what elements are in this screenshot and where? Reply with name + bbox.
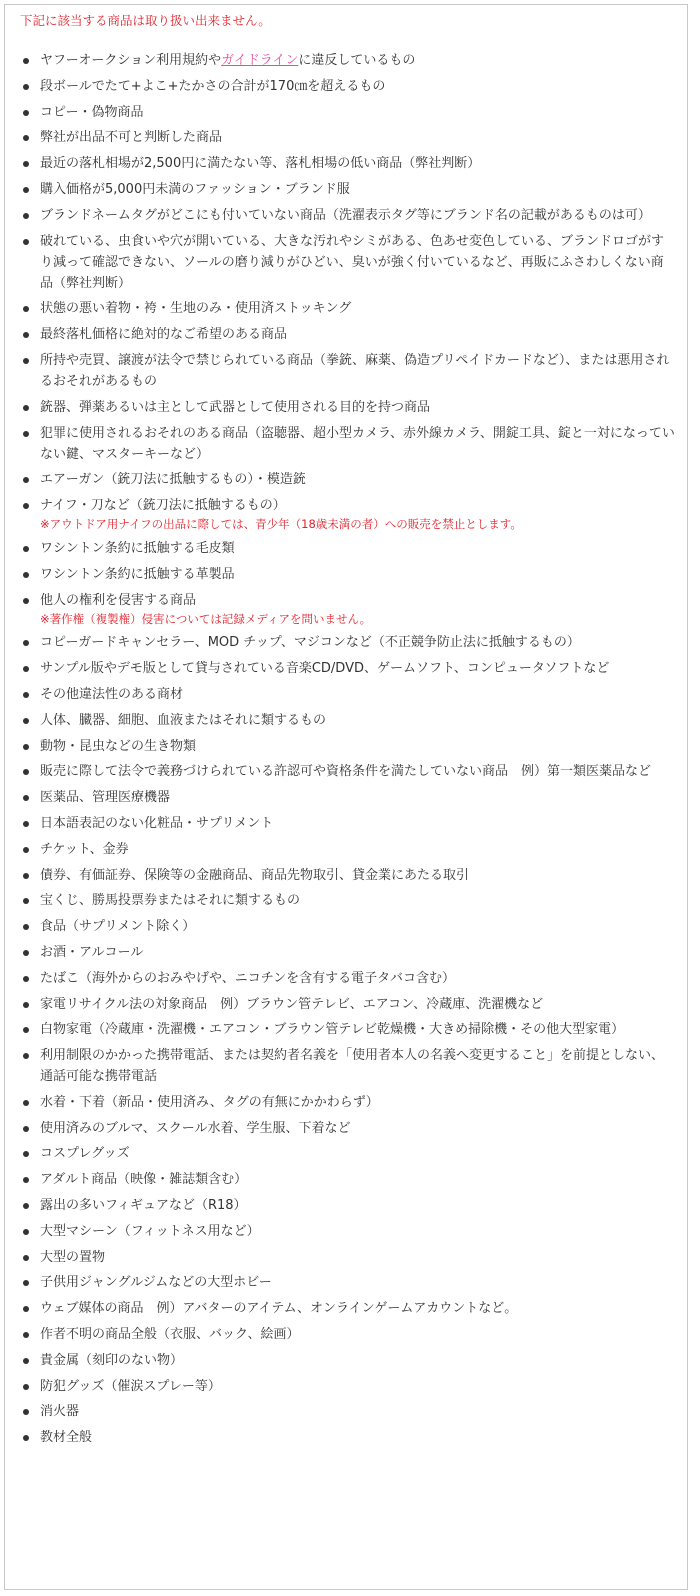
- list-item: [20, 968, 675, 989]
- bullet-icon: [23, 1100, 29, 1106]
- list-item-text: 購入価格が5,000円未満のファッション・ブランド服: [40, 181, 350, 197]
- list-item-text: 大型の置物: [40, 1249, 106, 1265]
- bullet-icon: [23, 306, 29, 312]
- list-item-text: アダルト商品（映像・雑誌類含む）: [40, 1172, 248, 1188]
- list-item: [20, 994, 675, 1015]
- list-item-text: 露出の多いフィギュアなど（R18）: [40, 1198, 247, 1214]
- bullet-icon: [23, 847, 29, 853]
- list-item-text: 状態の悪い着物・袴・生地のみ・使用済ストッキング: [40, 301, 352, 317]
- list-item-text: ワシントン条約に抵触する革製品: [40, 566, 235, 582]
- bullet-icon: [23, 161, 29, 167]
- bullet-icon: [23, 744, 29, 750]
- list-item: [20, 1272, 675, 1293]
- guideline-link[interactable]: ガイドライン: [221, 53, 299, 68]
- list-item: [20, 710, 675, 731]
- list-item: [20, 1350, 675, 1371]
- list-item: [20, 423, 675, 465]
- list-item: [20, 890, 675, 911]
- list-item: [20, 564, 675, 585]
- list-item-text: 日本語表記のない化粧品・サプリメント: [40, 815, 274, 831]
- list-item-text: ウェブ媒体の商品 例）アバターのアイテム、オンラインゲームアカウントなど。: [40, 1301, 518, 1317]
- list-item: [20, 761, 675, 782]
- list-item-text: 消火器: [40, 1404, 80, 1420]
- bullet-icon: [23, 503, 29, 509]
- list-item-text: 使用済みのブルマ、スクール水着、学生服、下着など: [40, 1120, 351, 1136]
- list-item-text: たばこ（海外からのおみやげや、ニコチンを含有する電子タバコ含む）: [40, 970, 455, 986]
- list-item: [20, 658, 675, 679]
- list-item: [20, 179, 675, 200]
- list-item: [20, 324, 675, 345]
- bullet-icon: [23, 976, 29, 982]
- list-item: [20, 298, 675, 319]
- bullet-icon: [23, 1332, 29, 1338]
- bullet-icon: [23, 598, 29, 604]
- list-item: [20, 397, 675, 418]
- bullet-icon: [23, 1229, 29, 1235]
- list-item: [20, 495, 675, 533]
- bullet-icon: [23, 358, 29, 364]
- bullet-icon: [23, 1306, 29, 1312]
- bullet-icon: [23, 1053, 29, 1059]
- bullet-icon: [23, 405, 29, 411]
- list-item-text: ブランドネームタグがどこにも付いていない商品（洗濯表示タグ等にブランド名の記載があるものは可）: [40, 207, 651, 223]
- bullet-icon: [23, 477, 29, 483]
- bullet-icon: [23, 84, 29, 90]
- bullet-icon: [23, 546, 29, 552]
- list-item-note: ※アウトドア用ナイフの出品に際しては、青少年（18歳未満の者）への販売を禁止とします。: [40, 517, 522, 532]
- list-item-text: 動物・昆虫などの生き物類: [40, 738, 197, 754]
- list-item-text: ヤフーオークション利用規約や: [40, 53, 222, 68]
- list-item: [20, 76, 675, 97]
- list-item: [20, 1401, 675, 1422]
- list-item: [20, 839, 675, 860]
- bullet-icon: [23, 1409, 29, 1415]
- list-item-note: ※著作権（複製権）侵害については記録メディアを問いません。: [40, 611, 372, 626]
- list-item: [20, 736, 675, 757]
- list-item: [20, 205, 675, 226]
- list-item: [20, 50, 675, 71]
- list-item-text: サンプル版やデモ版として貸与されている音楽CD/DVD、ゲームソフト、コンピュータソフトなど: [40, 661, 610, 677]
- list-item-text: 子供用ジャングルジムなどの大型ホビー: [40, 1275, 272, 1291]
- list-item-text: ナイフ・刀など（銃刀法に抵触するもの）: [40, 498, 286, 514]
- list-item: [20, 1247, 675, 1268]
- list-item: [20, 1376, 675, 1397]
- list-item: [20, 538, 675, 559]
- list-item: [20, 1118, 675, 1139]
- bullet-icon: [23, 187, 29, 193]
- list-item-text: 債券、有価証券、保険等の金融商品、商品先物取引、貸金業にあたる取引: [40, 867, 470, 883]
- list-item: [20, 1427, 675, 1448]
- bullet-icon: [23, 873, 29, 879]
- bullet-icon: [23, 239, 29, 245]
- bullet-icon: [23, 1435, 29, 1441]
- list-item-text: お酒・アルコール: [40, 944, 144, 960]
- list-item: [20, 942, 675, 963]
- list-item-text: 白物家電（冷蔵庫・洗濯機・エアコン・ブラウン管テレビ乾燥機・大きめ掃除機・その他大型家電）: [40, 1022, 625, 1038]
- bullet-icon: [23, 924, 29, 930]
- bullet-icon: [23, 1002, 29, 1008]
- bullet-icon: [23, 950, 29, 956]
- list-item: [20, 684, 675, 705]
- list-item-text-after: に違反しているもの: [298, 53, 416, 68]
- list-item-text: 段ボールでたて+よこ+たかさの合計が170㎝を超えるもの: [40, 78, 386, 94]
- list-item-text: 貴金属（刻印のない物）: [40, 1352, 184, 1368]
- list-item-text: コスプレグッズ: [40, 1146, 130, 1162]
- list-item: [20, 1169, 675, 1190]
- list-item: [20, 1298, 675, 1319]
- list-item: [20, 1092, 675, 1113]
- list-item: [20, 350, 675, 392]
- list-item: [20, 1019, 675, 1040]
- bullet-icon: [23, 821, 29, 827]
- notice-heading: 下記に該当する商品は取り扱い出来ません。: [20, 13, 271, 28]
- list-item: [20, 231, 675, 294]
- bullet-icon: [23, 1151, 29, 1157]
- list-item: [20, 632, 675, 653]
- list-item: [20, 1324, 675, 1345]
- list-item: [20, 1143, 675, 1164]
- bullet-icon: [23, 431, 29, 437]
- list-item: [20, 865, 675, 886]
- bullet-icon: [23, 769, 29, 775]
- list-item-text: 作者不明の商品全般（衣服、バック、絵画）: [40, 1327, 300, 1343]
- bullet-icon: [23, 1255, 29, 1261]
- bullet-icon: [23, 572, 29, 578]
- list-item-text: 宝くじ、勝馬投票券またはそれに類するもの: [40, 893, 301, 909]
- list-item: [20, 1221, 675, 1242]
- list-item-text: その他違法性のある商材: [40, 686, 184, 702]
- list-item: [20, 469, 675, 490]
- list-item-text: 食品（サプリメント除く）: [40, 919, 196, 935]
- list-item-text: 破れている、虫食いや穴が開いている、大きな汚れやシミがある、色あせ変色している、ブランドロゴがすり減って確認できない、ソールの磨り減りがひどい、臭いが強く付いているなど、再販にふさわしくない商品（弊社判断）: [40, 233, 665, 291]
- list-item-text: 大型マシーン（フィットネス用など）: [40, 1223, 260, 1239]
- list-item-text: 家電リサイクル法の対象商品 例）ブラウン管テレビ、エアコン、冷蔵庫、洗濯機など: [40, 996, 544, 1012]
- list-item: [20, 916, 675, 937]
- list-item-text: ワシントン条約に抵触する毛皮類: [40, 540, 235, 556]
- bullet-icon: [23, 58, 29, 64]
- list-item: [20, 813, 675, 834]
- list-item-text: 医薬品、管理医療機器: [40, 790, 171, 806]
- bullet-icon: [23, 692, 29, 698]
- list-item: [20, 1195, 675, 1216]
- bullet-icon: [23, 898, 29, 904]
- content-panel: [4, 4, 688, 1590]
- list-item-text: チケット、金券: [40, 841, 129, 857]
- list-item-text: 犯罪に使用されるおそれのある商品（盗聴器、超小型カメラ、赤外線カメラ、開錠工具、錠と一対になっていない鍵、マスターキーなど）: [40, 425, 675, 462]
- prohibited-items-list: [20, 50, 675, 1453]
- bullet-icon: [23, 1027, 29, 1033]
- list-item: [20, 1045, 675, 1087]
- bullet-icon: [23, 1384, 29, 1390]
- bullet-icon: [23, 1126, 29, 1132]
- bullet-icon: [23, 666, 29, 672]
- list-item: [20, 127, 675, 148]
- bullet-icon: [23, 213, 29, 219]
- bullet-icon: [23, 332, 29, 338]
- list-item-text: 人体、臓器、細胞、血液またはそれに類するもの: [40, 712, 327, 728]
- list-item: [20, 590, 675, 628]
- list-item-text: 水着・下着（新品・使用済み、タグの有無にかかわらず）: [40, 1094, 379, 1110]
- list-item-text: 利用制限のかかった携帯電話、または契約者名義を「使用者本人の名義へ変更すること」を前提としない、通話可能な携帯電話: [40, 1048, 665, 1085]
- list-item: [20, 153, 675, 174]
- list-item-text: 所持や売買、譲渡が法令で禁じられている商品（拳銃、麻薬、偽造プリペイドカードなど）、または悪用されるおそれがあるもの: [40, 352, 670, 389]
- list-item-text: 弊社が出品不可と判断した商品: [40, 130, 223, 146]
- bullet-icon: [23, 1203, 29, 1209]
- bullet-icon: [23, 1358, 29, 1364]
- bullet-icon: [23, 795, 29, 801]
- bullet-icon: [23, 1177, 29, 1183]
- list-item-text: 防犯グッズ（催涙スプレー等）: [40, 1378, 221, 1394]
- list-item-text: エアーガン（銃刀法に抵触するもの）・模造銃: [40, 472, 306, 488]
- list-item: [20, 102, 675, 123]
- bullet-icon: [23, 1280, 29, 1286]
- list-item-text: 最終落札価格に絶対的なご希望のある商品: [40, 327, 288, 343]
- bullet-icon: [23, 110, 29, 116]
- list-item-text: 販売に際して法令で義務づけられている許認可や資格条件を満たしていない商品 例）第一類医薬品など: [40, 764, 652, 780]
- list-item-text: 他人の権利を侵害する商品: [40, 592, 197, 608]
- list-item-text: コピーガードキャンセラー、MOD チップ、マジコンなど（不正競争防止法に抵触するもの）: [40, 635, 580, 651]
- bullet-icon: [23, 135, 29, 141]
- bullet-icon: [23, 640, 29, 646]
- list-item-text: 最近の落札相場が2,500円に満たない等、落札相場の低い商品（弊社判断）: [40, 156, 481, 172]
- list-item-text: コピー・偽物商品: [40, 104, 144, 120]
- list-item: [20, 787, 675, 808]
- bullet-icon: [23, 718, 29, 724]
- list-item-text: 教材全般: [40, 1430, 93, 1446]
- list-item-text: 銃器、弾薬あるいは主として武器として使用される目的を持つ商品: [40, 399, 431, 415]
